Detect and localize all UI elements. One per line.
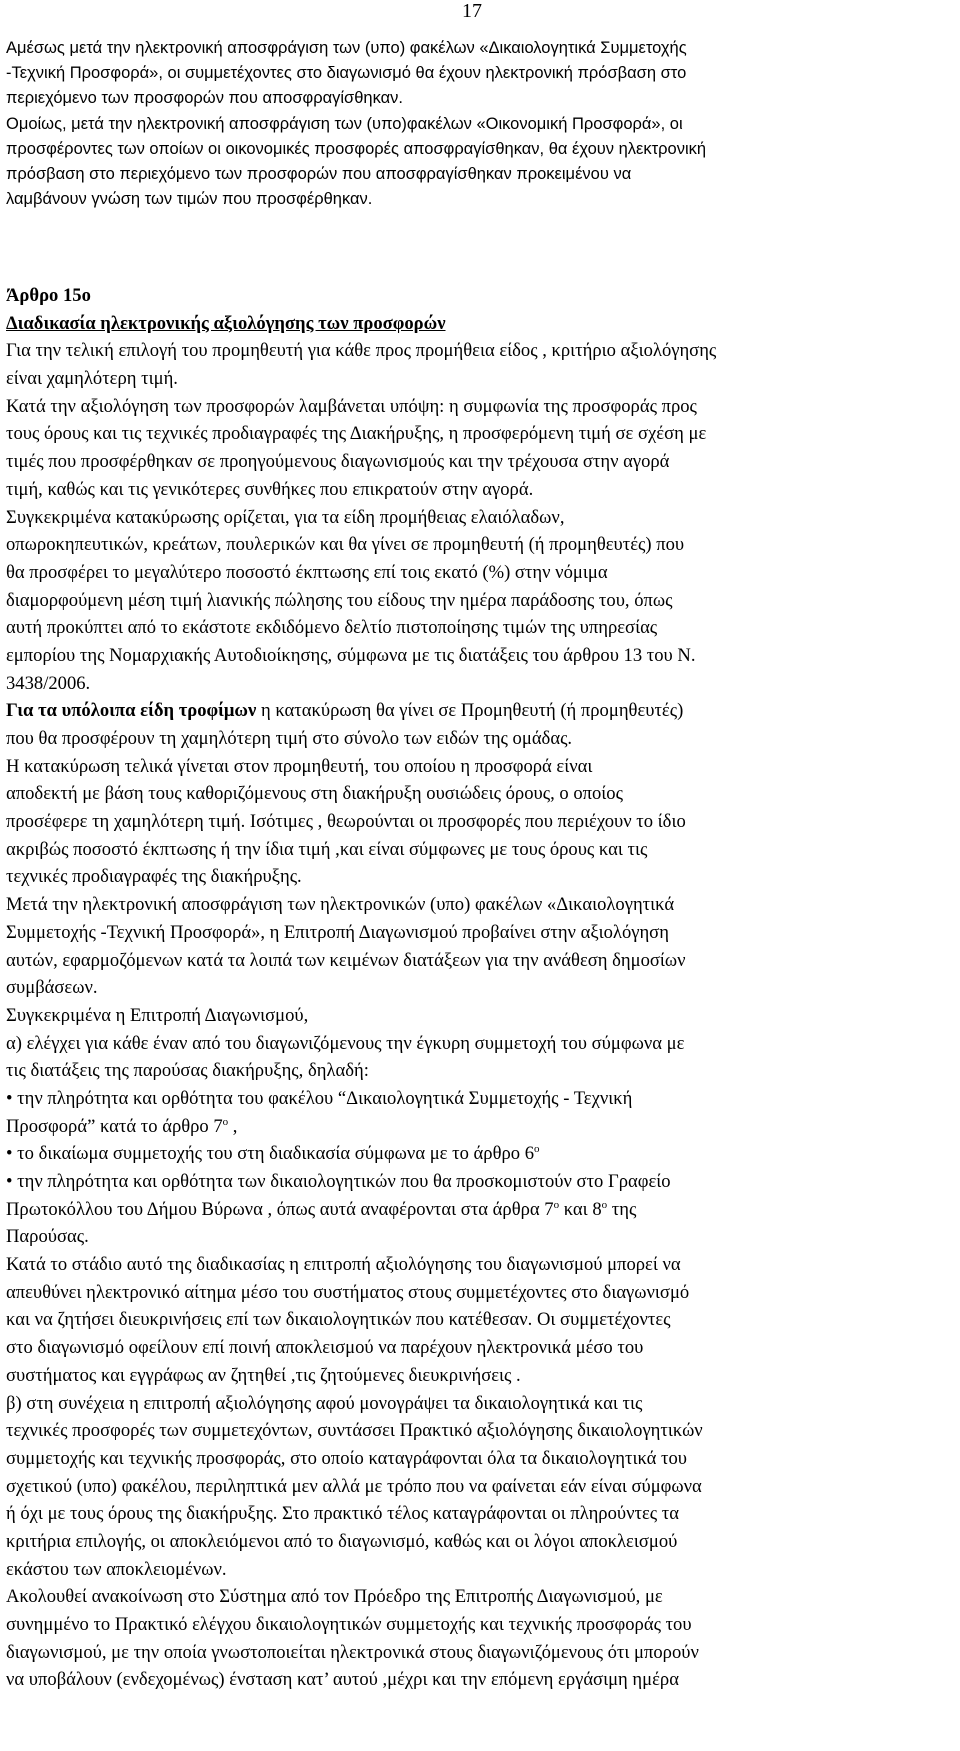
text-line: διαμορφούμενη μέση τιμή λιανικής πώλησης του είδους την ημέρα παράδοσης του, όπως xyxy=(6,589,673,611)
superscript: ο xyxy=(222,1115,229,1128)
text-line: συμβάσεων. xyxy=(6,977,98,999)
list-item: • την πληρότητα και ορθότητα των δικαιολογητικών που θα προσκομιστούν στο Γραφείο xyxy=(6,1171,671,1192)
text-line: θα προσφέρει το μεγαλύτερο ποσοστό έκπτωσης επί τοις εκατό (%) στην νόμιμα xyxy=(6,561,608,583)
text-line: πρόσβαση στο περιεχόμενο των προσφορών που αποσφραγίσθηκαν προκειμένου να xyxy=(6,164,632,183)
text-line: είναι χαμηλότερη τιμή. xyxy=(6,368,178,390)
text-line: Συγκεκριμένα η Επιτροπή Διαγωνισμού, xyxy=(6,1004,309,1026)
text-line: τεχνικές προσφορές των συμμετεχόντων, συντάσσει Πρακτικό αξιολόγησης δικαιολογητικών xyxy=(6,1420,703,1442)
superscript: ο xyxy=(553,1198,560,1211)
text-fragment: • το δικαίωμα συμμετοχής του στη διαδικασία σύμφωνα με το άρθρο 6 xyxy=(6,1143,534,1165)
text-line: αυτή προκύπτει από το εκάστοτε εκδιδόμενο δελτίο πιστοποίησης τιμών της υπηρεσίας xyxy=(6,617,658,639)
text-line: Η κατακύρωση τελικά γίνεται στον προμηθευτή, του οποίου η προσφορά είναι xyxy=(6,755,593,777)
text-line: αποδεκτή με βάση τους καθοριζόμενους στη διακήρυξη ουσιώδεις όρους, ο οποίος xyxy=(6,783,623,805)
article-number: Άρθρο 15ο xyxy=(6,285,91,306)
text-line: συστήματος και εγγράφως αν ζητηθεί ,τις ζητούμενες διευκρινήσεις . xyxy=(6,1364,521,1386)
text-line: ή όχι με τους όρους της διακήρυξης. Στο πρακτικό τέλος καταγράφονται οι πληρούντες τα xyxy=(6,1503,680,1525)
text-line: που θα προσφέρουν τη χαμηλότερη τιμή στο σύνολο των ειδών της ομάδας. xyxy=(6,728,573,749)
text-line: σχετικού (υπο) φακέλου, περιληπτικά μεν αλλά με τρόπο που να φαίνεται εάν είναι σύμφωνα xyxy=(6,1475,702,1497)
text-line: εκάστου των αποκλειομένων. xyxy=(6,1558,227,1580)
text-line: Ομοίως, μετά την ηλεκτρονική αποσφράγιση των (υπο)φακέλων «Οικονομική Προσφορά», οι xyxy=(6,114,683,133)
text-line: β) στη συνέχεια η επιτροπή αξιολόγησης αφού μονογράψει τα δικαιολογητικά και τις xyxy=(6,1392,643,1414)
text-line: διαγωνισμού, με την οποία γνωστοποιείται ηλεκτρονικά στους διαγωνιζόμενους ότι μπορούν xyxy=(6,1641,699,1663)
text-line: λαμβάνουν γνώση των τιμών που προσφέρθηκαν. xyxy=(6,190,373,209)
food-items-rest: η κατακύρωση θα γίνει σε Προμηθευτή (ή προμηθευτές) xyxy=(256,700,684,722)
text-line: περιεχόμενο των προσφορών που αποσφραγίσθηκαν. xyxy=(6,89,404,108)
text-line: στο διαγωνισμό οφείλουν επί ποινή αποκλεισμού να παρέχουν ηλεκτρονικά μέσο του xyxy=(6,1337,644,1359)
text-line: κριτήρια επιλογής, οι αποκλειόμενοι από το διαγωνισμό, καθώς και οι λόγοι αποκλεισμού xyxy=(6,1530,678,1552)
text-line: τους όρους και τις τεχνικές προδιαγραφές της Διακήρυξης, η προσφερόμενη τιμή σε σχέση με xyxy=(6,423,707,445)
food-items-line xyxy=(6,697,956,725)
text-line: τις διατάξεις της παρούσας διακήρυξης, δηλαδή: xyxy=(6,1060,369,1082)
page-number: 17 xyxy=(462,0,482,22)
text-line: 3438/2006. xyxy=(6,672,91,694)
text-line: Για την τελική επιλογή του προμηθευτή για κάθε προς προμήθεια είδος , κριτήριο αξιολόγησης xyxy=(6,340,717,362)
text-line: τιμή, καθώς και τις γενικότερες συνθήκες που επικρατούν στην αγορά. xyxy=(6,478,534,500)
text-line: αυτών, εφαρμοζόμενων κατά τα λοιπά των κειμένων διατάξεων για την ανάθεση δημοσίων xyxy=(6,949,686,971)
text-line: Ακολουθεί ανακοίνωση στο Σύστημα από τον Πρόεδρο της Επιτροπής Διαγωνισμού, με xyxy=(6,1586,663,1608)
text-line: Συμμετοχής -Τεχνική Προσφορά», η Επιτροπή Διαγωνισμού προβαίνει στην αξιολόγηση xyxy=(6,921,669,943)
text-line: Αμέσως μετά την ηλεκτρονική αποσφράγιση των (υπο) φακέλων «Δικαιολογητικά Συμμετοχής xyxy=(6,39,687,57)
text-line: Κατά την αξιολόγηση των προσφορών λαμβάνεται υπόψη: η συμφωνία της προσφοράς προς xyxy=(6,395,697,417)
text-line: Κατά το στάδιο αυτό της διαδικασίας η επιτροπή αξιολόγησης του διαγωνισμού μπορεί να xyxy=(6,1254,681,1276)
superscript: ο xyxy=(601,1198,608,1211)
text-fragment: , xyxy=(228,1115,238,1137)
text-line: τεχνικές προδιαγραφές της διακήρυξης. xyxy=(6,866,302,888)
text-line: Συγκεκριμένα κατακύρωσης ορίζεται, για τα είδη προμήθειας ελαιόλαδων, xyxy=(6,506,565,528)
text-line: συνημμένο το Πρακτικό ελέγχου δικαιολογητικών συμμετοχής και τεχνικής προσφοράς του xyxy=(6,1614,692,1635)
text-line: τιμές που προσφέρθηκαν σε προηγούμενους διαγωνισμούς και την τρέχουσα στην αγορά xyxy=(6,451,670,473)
text-line: να υποβάλουν (ενδεχομένως) ένσταση κατ’ αυτού ,μέχρι και την επόμενη εργάσιμη ημέρα xyxy=(6,1669,679,1691)
text-line xyxy=(6,1196,956,1224)
food-items-bold: Για τα υπόλοιπα είδη τροφίμων xyxy=(6,700,257,722)
text-line: απευθύνει ηλεκτρονικό αίτημα μέσο του συστήματος στους συμμετέχοντες στο διαγωνισμό xyxy=(6,1281,690,1303)
superscript: ο xyxy=(534,1143,540,1156)
text-line: προσφέροντες των οποίων οι οικονομικές προσφορές αποσφραγίσθηκαν, θα έχουν ηλεκτρονική xyxy=(6,139,707,158)
text-line xyxy=(6,1113,956,1141)
text-line: εμπορίου της Νομαρχιακής Αυτοδιοίκησης, σύμφωνα με τις διατάξεις του άρθρου 13 του Ν. xyxy=(6,644,696,666)
text-line: συμμετοχής και τεχνικής προσφοράς, στο οποίο καταγράφονται όλα τα δικαιολογητικά του xyxy=(6,1447,688,1469)
article-section xyxy=(6,282,956,1694)
intro-paragraphs xyxy=(6,36,956,212)
text-line: και να ζητήσει διευκρινήσεις επί των δικαιολογητικών που κατέθεσαν. Οι συμμετέχοντες xyxy=(6,1309,671,1331)
text-fragment: Πρωτοκόλλου του Δήμου Βύρωνα , όπως αυτά αναφέρονται στα άρθρα 7 xyxy=(6,1198,554,1220)
text-line: Μετά την ηλεκτρονική αποσφράγιση των ηλεκτρονικών (υπο) φακέλων «Δικαιολογητικά xyxy=(6,894,675,916)
text-fragment: της xyxy=(607,1198,637,1220)
text-line: -Τεχνική Προσφορά», οι συμμετέχοντες στο διαγωνισμό θα έχουν ηλεκτρονική πρόσβαση στο xyxy=(6,64,687,83)
text-line: α) ελέγχει για κάθε έναν από του διαγωνιζόμενους την έγκυρη συμμετοχή του σύμφωνα με xyxy=(6,1032,685,1054)
list-item xyxy=(6,1140,956,1168)
text-line: Παρούσας. xyxy=(6,1226,89,1248)
text-line: προσέφερε τη χαμηλότερη τιμή. Ισότιμες , θεωρούνται οι προσφορές που περιέχουν το ίδιο xyxy=(6,811,686,833)
text-line: ακριβώς ποσοστό έκπτωσης ή την ίδια τιμή ,και είναι σύμφωνες με τους όρους και τις xyxy=(6,838,648,860)
text-line: οπωροκηπευτικών, κρεάτων, πουλερικών και θα γίνει σε προμηθευτή (ή προμηθευτές) που xyxy=(6,534,685,556)
text-fragment: και 8 xyxy=(559,1198,602,1220)
article-heading: Διαδικασία ηλεκτρονικής αξιολόγησης των προσφορών xyxy=(6,312,446,334)
text-fragment: Προσφορά” κατά το άρθρο 7 xyxy=(6,1115,223,1137)
list-item: • την πληρότητα και ορθότητα του φακέλου “Δικαιολογητικά Συμμετοχής - Τεχνική xyxy=(6,1087,633,1109)
